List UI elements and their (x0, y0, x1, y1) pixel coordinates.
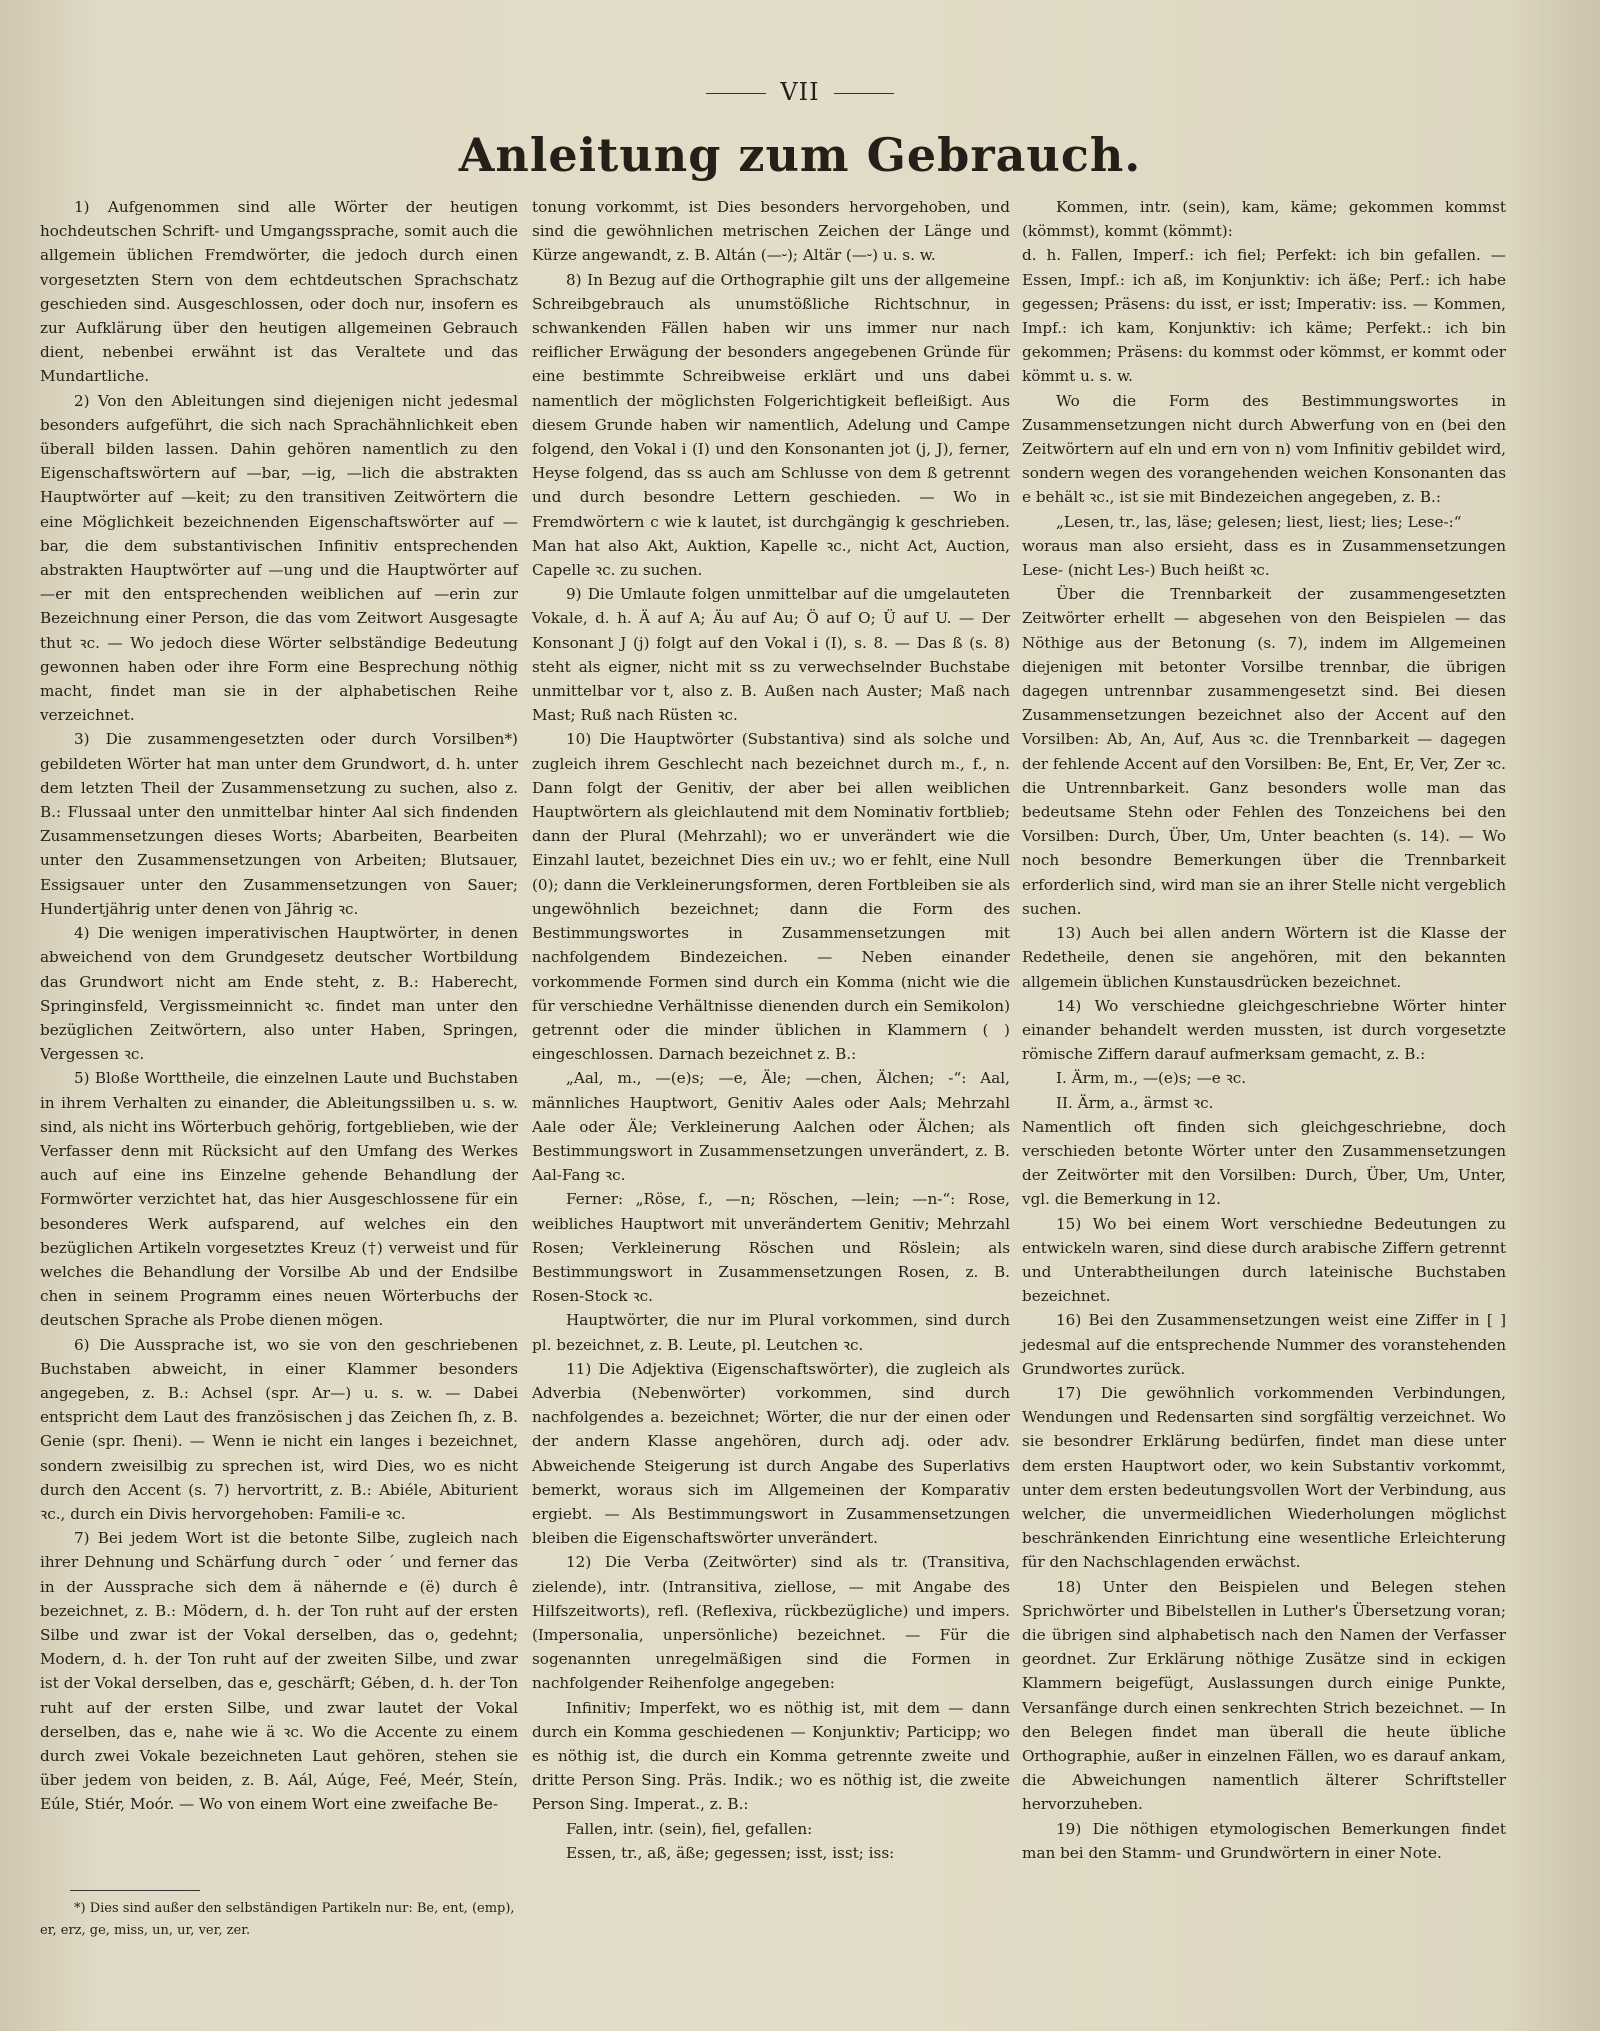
page-number-text: VII (780, 78, 820, 106)
paragraph-s11: 11) Die Adjektiva (Eigenschaftswörter), die zugleich als Adverbia (Nebenwörter) vorkommen, sind durch nachfolgendes a. bezeichnet; Wörter, die nur der einen oder der andern Klasse angehören, durch adj. oder adv. Abweichende Steigerung ist durch Angabe des Superlativs bemerkt, woraus sich im Allgemeinen der Komparativ ergiebt. — Als Bestimmungswort in Zusammensetzungen bleiben die Eigenschaftswörter unverändert. (532, 1359, 1010, 1548)
text-column-right (1022, 195, 1506, 1865)
paragraph-s8: 8) In Bezug auf die Orthographie gilt uns der allgemeine Schreibgebrauch als unumstößliche Richtschnur, in schwankenden Fällen haben wir uns immer nur nach reiflicher Erwägung der besonders angegebenen Gründe für eine bestimmte Schreibweise erklärt und uns dabei namentlich der möglichsten Folgerichtigkeit befleißigt. Aus diesem Grunde haben wir namentlich, Adelung und Campe folgend, den Vokal i (I) und den Konsonanten jot (j, J), ferner, Heyse folgend, das ss auch am Schlusse von dem ß getrennt und durch besondre Lettern geschieden. — Wo in Fremdwörtern c wie k lautet, ist durchgängig k geschrieben. Man hat also Akt, Auktion, Kapelle ꝛc., nicht Act, Auction, Capelle ꝛc. zu suchen. (532, 270, 1010, 580)
paragraph-s12c: Essen, tr., aß, äße; gegessen; isst, isst; iss: (566, 1843, 895, 1862)
page-number-rule-left (706, 93, 766, 94)
paragraph-s12g: „Lesen, tr., las, läse; gelesen; liest, liest; lies; Lese-:“ (1056, 512, 1462, 531)
paragraph-s12: 12) Die Verba (Zeitwörter) sind als tr. (Transitiva, zielende), intr. (Intransitiva, ziellose, — mit Angabe des Hilfszeitworts), refl. (Reflexiva, rückbezügliche) und impers. (Impersonalia, unpersönliche) bezeichnet. — Für die sogenannten unregelmäßigen sind die Formen in nachfolgender Reihenfolge angegeben: (532, 1553, 1010, 1693)
paragraph-s16: 16) Bei den Zusammensetzungen weist eine Ziffer in [ ] jedesmal auf die entsprechende Nummer des voranstehenden Grundwortes zurück. (1022, 1311, 1506, 1378)
footnote: *) Dies sind außer den selbständigen Partikeln nur: Be, ent, (emp), er, erz, ge, miss, un, ur, ver, zer. (40, 1901, 515, 1938)
paragraph-s15: 15) Wo bei einem Wort verschiedne Bedeutungen zu entwickeln waren, sind diese durch arabische Ziffern getrennt und Unterabtheilungen durch lateinische Buchstaben bezeichnet. (1022, 1214, 1506, 1306)
paragraph-s1: 1) Aufgenommen sind alle Wörter der heutigen hochdeutschen Schrift- und Umgangssprache, somit auch die allgemein üblichen Fremdwörter, die jedoch durch einen vorgesetzten Stern von dem echtdeutschen Sprachschatz geschieden sind. Ausgeschlossen, oder doch nur, insofern es zur Aufklärung über den heutigen allgemeinen Gebrauch dient, nebenbei erwähnt ist das Veraltete und das Mundartliche. (40, 198, 518, 386)
paragraph-s13: 13) Auch bei allen andern Wörtern ist die Klasse der Redetheile, denen sie angehören, mit den bekannten allgemein üblichen Kunstausdrücken bezeichnet. (1022, 924, 1506, 991)
paragraph-s4: 4) Die wenigen imperativischen Hauptwörter, in denen abweichend von dem Grundgesetz deutscher Wortbildung das Grundwort nicht am Ende steht, z. B.: Haberecht, Springinsfeld, Vergissmeinnicht ꝛc. findet man unter den bezüglichen Zeitwörtern, also unter Haben, Springen, Vergessen ꝛc. (40, 924, 518, 1064)
page-title: Anleitung zum Gebrauch. (458, 128, 1142, 182)
paragraph-s14a: I. Ärm, m., —(e)s; —e ꝛc. (1056, 1069, 1247, 1088)
paragraph-s14c: Namentlich oft finden sich gleichgeschriebne, doch verschieden betonte Wörter unter den Zusammensetzungen der Zeitwörter mit den Vorsilben: Durch, Über, Um, Unter, vgl. die Bemerkung in 12. (1022, 1117, 1506, 1209)
footnote-rule (70, 1890, 200, 1891)
paragraph-s10b: Ferner: „Röse, f., —n; Röschen, —lein; —n-“: Rose, weibliches Hauptwort mit unverändertem Genitiv; Mehrzahl Rosen; Verkleinerung Röschen und Röslein; als Bestimmungswort in Zusammensetzungen Rosen, z. B. Rosen-Stock ꝛc. (532, 1190, 1010, 1306)
paragraph-s7: 7) Bei jedem Wort ist die betonte Silbe, zugleich nach ihrer Dehnung und Schärfung durch ˉ oder ˊ und ferner das in der Aussprache sich dem ä nähernde e (ë) durch ê bezeichnet, z. B.: Mödern, d. h. der Ton ruht auf der ersten Silbe und zwar ist der Vokal derselben, das o, gedehnt; Modern, d. h. der Ton ruht auf der zweiten Silbe, und zwar ist der Vokal derselben, das e, geschärft; Gében, d. h. der Ton ruht auf der ersten Silbe, und zwar lautet der Vokal derselben, das e, nahe wie ä ꝛc. Wo die Accente zu einem durch zwei Vokale bezeichneten Laut gehören, stehen sie über jedem von beiden, z. B. Aál, Aúge, Feé, Meér, Steín, Eúle, Stiér, Moór. — Wo von einem Wort eine zweifache Be- (40, 1529, 518, 1814)
text-column-middle (532, 195, 1010, 1865)
paragraph-s12i: Über die Trennbarkeit der zusammengesetzten Zeitwörter erhellt — abgesehen von den Beispielen — das Nöthige aus der Betonung (s. 7), indem im Allgemeinen diejenigen mit betonter Vorsilbe trennbar, die übrigen dagegen untrennbar zusammengesetzt sind. Bei diesen Zusammensetzungen bezeichnet also der Accent auf den Vorsilben: Ab, An, Auf, Aus ꝛc. die Trennbarkeit — dagegen der fehlende Accent auf den Vorsilben: Be, Ent, Er, Ver, Zer ꝛc. die Untrennbarkeit. Ganz besonders wolle man das bedeutsame Stehn oder Fehlen des Tonzeichens bei den Vorsilben: Durch, Über, Um, Unter beachten (s. 14). — Wo noch besondre Bemerkungen über die Trennbarkeit erforderlich sind, wird man sie an ihrer Stelle nicht vergeblich suchen. (1022, 585, 1506, 918)
page-number (0, 78, 1600, 106)
paragraph-s12h: woraus man also ersieht, dass es in Zusammensetzungen Lese- (nicht Les-) Buch heißt ꝛc. (1022, 536, 1506, 580)
paragraph-s12a: Infinitiv; Imperfekt, wo es nöthig ist, mit dem — dann durch ein Komma geschiedenen — Konjunktiv; Participp; wo es nöthig ist, die durch ein Komma getrennte zweite und dritte Person Sing. Präs. Indik.; wo es nöthig ist, die zweite Person Sing. Imperat., z. B.: (532, 1698, 1010, 1814)
paragraph-s10: 10) Die Hauptwörter (Substantiva) sind als solche und zugleich ihrem Geschlecht nach bezeichnet durch m., f., n. Dann folgt der Genitiv, der aber bei allen weiblichen Hauptwörtern als gleichlautend mit dem Nominativ fortblieb; dann der Plural (Mehrzahl); wo er unverändert wie die Einzahl lautet, bezeichnet Dies ein uv.; wo er fehlt, eine Null (0); dann die Verkleinerungsformen, deren Fortbleiben sie als ungewöhnlich bezeichnet; dann die Form des Bestimmungswortes in Zusammensetzungen mit nachfolgendem Bindezeichen. — Neben einander vorkommende Formen sind durch ein Komma (nicht wie die für verschiedne Verhältnisse dienenden durch ein Semikolon) getrennt oder die minder üblichen in Klammern ( ) eingeschlossen. Darnach bezeichnet z. B.: (532, 730, 1010, 1064)
paragraph-s12e: d. h. Fallen, Imperf.: ich fiel; Perfekt: ich bin gefallen. — Essen, Impf.: ich aß, im Konjunktiv: ich äße; Perf.: ich habe gegessen; Präsens: du isst, er isst; Imperativ: iss. — Kommen, Impf.: ich kam, Konjunktiv: ich käme; Perfekt.: ich bin gekommen; Präsens: du kommst oder kömmst, er kommt oder kömmt u. s. w. (1022, 246, 1506, 386)
paragraph-s3: 3) Die zusammengesetzten oder durch Vorsilben*) gebildeten Wörter hat man unter dem Grundwort, d. h. unter dem letzten Theil der Zusammensetzung zu suchen, also z. B.: Flussaal unter den unmittelbar hinter Aal sich findenden Zusammensetzungen dieses Worts; Abarbeiten, Bearbeiten unter den Zusammensetzungen von Arbeiten; Blutsauer, Essigsauer unter den Zusammensetzungen von Sauer; Hundertjährig unter denen von Jährig ꝛc. (40, 730, 518, 918)
paragraph-s12b: Fallen, intr. (sein), fiel, gefallen: (566, 1819, 813, 1838)
paragraph-s5: 5) Bloße Worttheile, die einzelnen Laute und Buchstaben in ihrem Verhalten zu einander, die Ableitungssilben u. s. w. sind, als nicht ins Wörterbuch gehörig, fortgeblieben, wie der Verfasser denn mit Rücksicht auf den Umfang des Werkes auch auf eine ins Einzelne gehende Behandlung der Formwörter verzichtet hat, das hier Ausgeschlossene für ein besonderes Werk aufsparend, auf welches ein den bezüglichen Artikeln vorgesetztes Kreuz (†) verweist und für welches die Behandlung der Vorsilbe Ab und der Endsilbe chen in seinem Programm eines neuen Wörterbuchs der deutschen Sprache als Probe dienen mögen. (40, 1069, 518, 1330)
paragraph-s18: 18) Unter den Beispielen und Belegen stehen Sprichwörter und Bibelstellen in Luther's Übersetzung voran; die übrigen sind alphabetisch nach den Namen der Verfasser geordnet. Zur Erklärung nöthige Zusätze sind in eckigen Klammern beigefügt, Auslassungen durch einige Punkte, Versanfänge durch einen senkrechten Strich bezeichnet. — In den Belegen findet man überall die heute übliche Orthographie, außer in einzelnen Fällen, wo es darauf ankam, die Abweichungen namentlich älterer Schriftsteller hervorzuheben. (1022, 1577, 1506, 1814)
page-number-rule-right (834, 93, 894, 94)
paragraph-s2: 2) Von den Ableitungen sind diejenigen nicht jedesmal besonders aufgeführt, die sich nach Sprachähnlichkeit eben überall bilden lassen. Dahin gehören namentlich zu den Eigenschaftswörtern auf —bar, —ig, —lich die abstrakten Hauptwörter auf —keit; zu den transitiven Zeitwörtern die eine Möglichkeit bezeichnenden Eigenschaftswörter auf —bar, die dem substantivischen Infinitiv entsprechenden abstrakten Hauptwörter auf —ung und die Hauptwörter auf —er mit den entsprechenden weiblichen auf —erin zur Bezeichnung einer Person, die das vom Zeitwort Ausgesagte thut ꝛc. — Wo jedoch diese Wörter selbständige Bedeutung gewonnen haben oder ihre Form eine Besprechung nöthig macht, findet man sie in der alphabetischen Reihe verzeichnet. (40, 391, 518, 725)
paragraph-s10c: Hauptwörter, die nur im Plural vorkommen, sind durch pl. bezeichnet, z. B. Leute, pl. Leutchen ꝛc. (532, 1311, 1010, 1354)
paragraph-s7b: tonung vorkommt, ist Dies besonders hervorgehoben, und sind die gewöhnlichen metrischen Zeichen der Länge und Kürze angewandt, z. B. Altán (—⏑); Altär (—⏑) u. s. w. (532, 198, 1010, 265)
paragraph-s14: 14) Wo verschiedne gleichgeschriebne Wörter hinter einander behandelt werden mussten, ist durch vorgesetzte römische Ziffern darauf aufmerksam gemacht, z. B.: (1022, 996, 1506, 1064)
paragraph-s10a: „Aal, m., —(e)s; —e, Äle; —chen, Älchen; -“: Aal, männliches Hauptwort, Genitiv Aales oder Aals; Mehrzahl Aale oder Äle; Verkleinerung Aalchen oder Älchen; als Bestimmungswort in Zusammensetzungen unverändert, z. B. Aal-Fang ꝛc. (532, 1069, 1010, 1185)
paragraph-s9: 9) Die Umlaute folgen unmittelbar auf die umgelauteten Vokale, d. h. Ä auf A; Äu auf Au; Ö auf O; Ü auf U. — Der Konsonant J (j) folgt auf den Vokal i (I), s. 8. — Das ß (s. 8) steht als eigner, nicht mit ss zu verwechselnder Buchstabe unmittelbar vor t, also z. B. Außen nach Auster; Maß nach Mast; Ruß nach Rüsten ꝛc. (532, 585, 1010, 725)
text-column-left (40, 195, 518, 1817)
paragraph-s6: 6) Die Aussprache ist, wo sie von den geschriebenen Buchstaben abweicht, in einer Klammer besonders angegeben, z. B.: Achsel (spr. Ar—) u. s. w. — Dabei entspricht dem Laut des französischen j das Zeichen ſh, z. B. Genie (spr. ſheni). — Wenn ie nicht ein langes i bezeichnet, sondern zweisilbig zu sprechen ist, wird Dies, wo es nicht durch den Accent (s. 7) hervortritt, z. B.: Abiéle, Abiturient ꝛc., durch ein Divis hervorgehoben: Famili-e ꝛc. (40, 1335, 518, 1523)
paragraph-s17: 17) Die gewöhnlich vorkommenden Verbindungen, Wendungen und Redensarten sind sorgfältig verzeichnet. Wo sie besondrer Erklärung bedürfen, findet man diese unter dem ersten Hauptwort oder, wo kein Substantiv vorkommt, unter dem ersten bedeutungsvollen Wort der Verbindung, aus welcher, die unvermeidlichen Wiederholungen möglichst beschränkenden Einrichtung eine wesentliche Erleichterung für den Nachschlagenden erwächst. (1022, 1383, 1506, 1572)
paragraph-s19: 19) Die nöthigen etymologischen Bemerkungen findet man bei den Stamm- und Grundwörtern in einer Note. (1022, 1819, 1506, 1862)
paragraph-s12d: Kommen, intr. (sein), kam, käme; gekommen kommst (kömmst), kommt (kömmt): (1022, 198, 1506, 241)
paragraph-s12f: Wo die Form des Bestimmungswortes in Zusammensetzungen nicht durch Abwerfung von en (bei den Zeitwörtern auf eln und ern von n) vom Infinitiv gebildet wird, sondern wegen des vorangehenden weichen Konsonanten das e behält ꝛc., ist sie mit Bindezeichen angegeben, z. B.: (1022, 391, 1506, 507)
paragraph-s14b: II. Ärm, a., ärmst ꝛc. (1056, 1093, 1214, 1112)
